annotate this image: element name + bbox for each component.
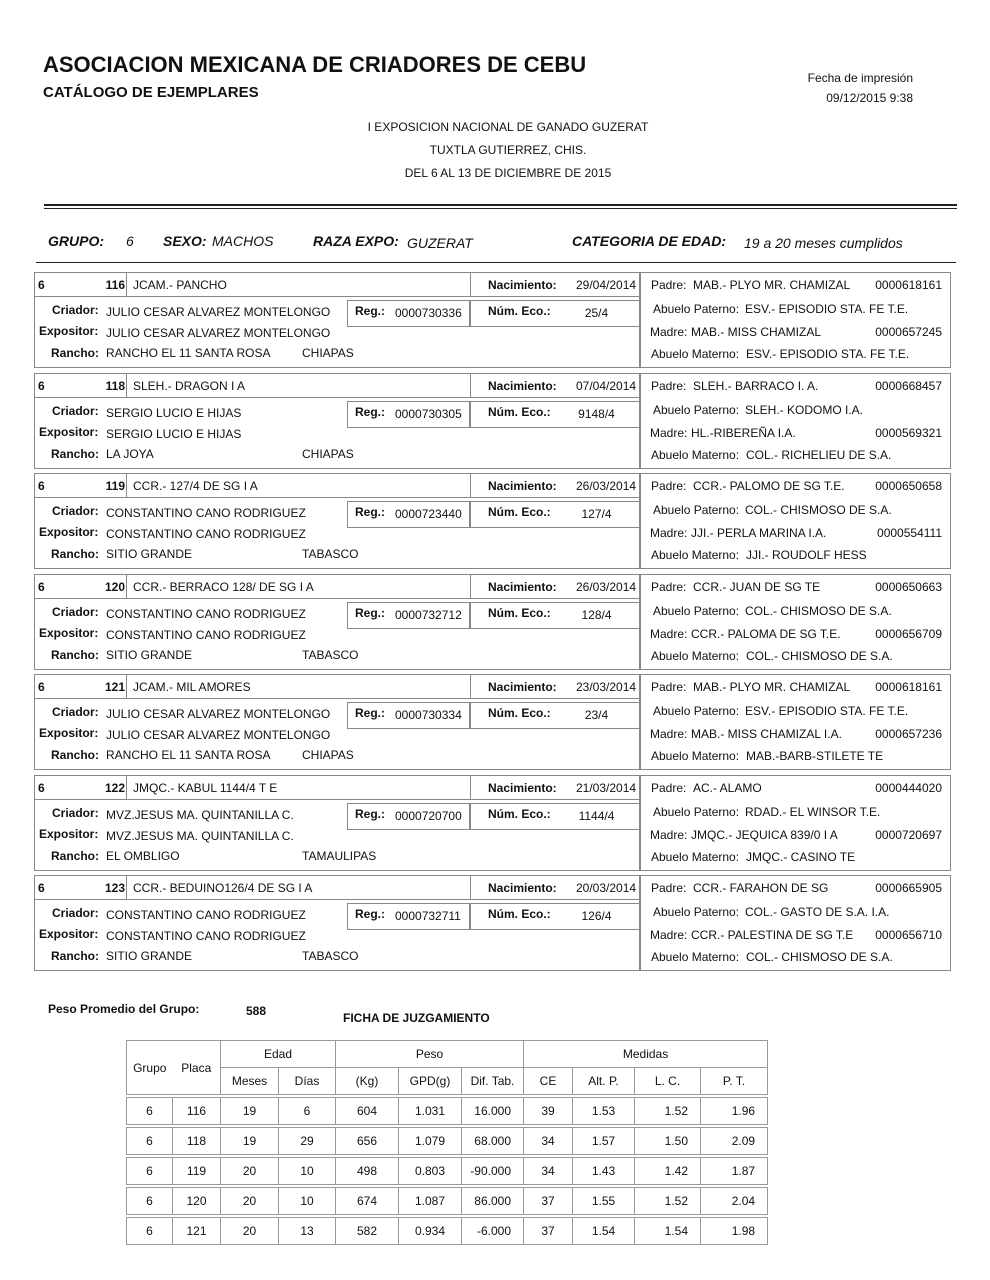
animal-entry [34, 775, 951, 871]
reg-number: 0000730334 [395, 708, 462, 722]
eco-number: 9148/4 [578, 407, 615, 421]
reg-number: 0000730305 [395, 407, 462, 421]
row-months-cell: 20 [221, 1158, 279, 1185]
animal-entry [34, 373, 951, 469]
sire-name: CCR.- JUAN DE SG TE [693, 580, 821, 594]
sire-reg: 0000618161 [875, 278, 942, 292]
reg-number: 0000732712 [395, 608, 462, 622]
birth-date: 07/04/2014 [576, 379, 637, 393]
maternal-grandsire-name: COL.- CHISMOSO DE S.A. [746, 649, 893, 663]
col-ce-header: CE [524, 1068, 573, 1095]
animal-entry [34, 674, 951, 770]
maternal-grandsire-name: MAB.-BARB-STILETE TE [746, 749, 884, 763]
ranch-state: TABASCO [302, 949, 359, 963]
avg-weight-label: Peso Promedio del Grupo: [48, 1002, 200, 1016]
col-age-header: Edad [221, 1041, 336, 1068]
ranch-state: CHIAPAS [302, 447, 354, 461]
birth-date: 29/04/2014 [576, 278, 637, 292]
sire-name: MAB.- PLYO MR. CHAMIZAL [693, 680, 851, 694]
eco-label: Núm. Eco.: [488, 907, 551, 921]
row-pt-cell: 1.98 [701, 1218, 768, 1245]
paternal-grandsire-label: Abuelo Paterno: [653, 905, 740, 919]
row-months-cell: 19 [221, 1098, 279, 1125]
ranch-name: RANCHO EL 11 SANTA ROSA [106, 748, 271, 762]
exhibitor-name: CONSTANTINO CANO RODRIGUEZ [106, 628, 306, 642]
col-days-header: Días [279, 1068, 336, 1095]
sire-name: MAB.- PLYO MR. CHAMIZAL [693, 278, 851, 292]
row-pt-cell: 1.96 [701, 1098, 768, 1125]
animal-plate: 118 [105, 379, 125, 393]
row-ce-cell: 37 [524, 1188, 573, 1215]
row-dif-cell: 16.000 [462, 1098, 524, 1125]
exhibitor-label: Expositor: [39, 324, 99, 338]
animal-plate: 119 [105, 479, 125, 493]
eco-number: 23/4 [584, 708, 609, 722]
breeder-name: CONSTANTINO CANO RODRIGUEZ [106, 607, 306, 621]
ranch-label: Rancho: [51, 748, 99, 762]
breeder-label: Criador: [52, 806, 99, 820]
ranch-state: CHIAPAS [302, 748, 354, 762]
row-ce-cell: 34 [524, 1128, 573, 1155]
sire-label: Padre: [651, 379, 687, 393]
row-ce-cell: 34 [524, 1158, 573, 1185]
ranch-state: TABASCO [302, 648, 359, 662]
row-plate-cell: 120 [173, 1188, 221, 1215]
birth-label: Nacimiento: [488, 781, 557, 795]
col-measures-header: Medidas [524, 1041, 768, 1068]
row-dif-cell: 68.000 [462, 1128, 524, 1155]
row-plate-cell: 119 [173, 1158, 221, 1185]
birth-label: Nacimiento: [488, 881, 557, 895]
dam-label: Madre: [650, 426, 688, 440]
breeder-label: Criador: [52, 404, 99, 418]
paternal-grandsire-label: Abuelo Paterno: [653, 604, 740, 618]
sire-reg: 0000665905 [875, 881, 942, 895]
col-gpd-header: GPD(g) [399, 1068, 462, 1095]
row-lc-cell: 1.52 [635, 1098, 701, 1125]
sire-name: CCR.- PALOMO DE SG T.E. [693, 479, 845, 493]
event-name: I EXPOSICION NACIONAL DE GANADO GUZERAT [367, 120, 649, 134]
row-plate-cell: 118 [173, 1128, 221, 1155]
row-weight-cell: 656 [336, 1128, 399, 1155]
col-pt-header: P. T. [701, 1068, 768, 1095]
paternal-grandsire-name: ESV.- EPISODIO STA. FE T.E. [745, 302, 909, 316]
dam-reg: 0000720697 [875, 828, 942, 842]
row-lc-cell: 1.50 [635, 1128, 701, 1155]
paternal-grandsire-label: Abuelo Paterno: [653, 403, 740, 417]
dam-label: Madre: [650, 928, 688, 942]
sire-label: Padre: [651, 781, 687, 795]
birth-label: Nacimiento: [488, 278, 557, 292]
animal-group: 6 [38, 379, 45, 393]
eco-number: 127/4 [581, 507, 612, 521]
col-dif-header: Dif. Tab. [462, 1068, 524, 1095]
judging-sheet-title: FICHA DE JUZGAMIENTO [343, 1011, 490, 1025]
avg-weight-value: 588 [246, 1004, 267, 1018]
maternal-grandsire-label: Abuelo Materno: [651, 347, 740, 361]
breed-label: RAZA EXPO: [313, 233, 399, 249]
breeder-label: Criador: [52, 906, 99, 920]
dam-reg: 0000554111 [877, 526, 942, 540]
row-dif-cell: -6.000 [462, 1218, 524, 1245]
maternal-grandsire-name: COL.- RICHELIEU DE S.A. [746, 448, 892, 462]
animal-entry [34, 574, 951, 670]
animal-entry [34, 875, 951, 971]
maternal-grandsire-label: Abuelo Materno: [651, 850, 740, 864]
ranch-state: CHIAPAS [302, 346, 354, 360]
breeder-name: CONSTANTINO CANO RODRIGUEZ [106, 506, 306, 520]
row-gpd-cell: 1.079 [399, 1128, 462, 1155]
birth-date: 26/03/2014 [576, 479, 637, 493]
row-gpd-cell: 0.803 [399, 1158, 462, 1185]
ranch-name: SITIO GRANDE [106, 648, 193, 662]
paternal-grandsire-label: Abuelo Paterno: [653, 503, 740, 517]
exhibitor-label: Expositor: [39, 726, 99, 740]
ranch-label: Rancho: [51, 849, 99, 863]
animal-name: JMQC.- KABUL 1144/4 T E [133, 781, 278, 795]
breeder-name: JULIO CESAR ALVAREZ MONTELONGO [106, 707, 331, 721]
row-weight-cell: 582 [336, 1218, 399, 1245]
dam-name: MAB.- MISS CHAMIZAL I.A. [691, 727, 842, 741]
ranch-name: LA JOYA [106, 447, 154, 461]
eco-label: Núm. Eco.: [488, 706, 551, 720]
animal-group: 6 [38, 580, 45, 594]
breeder-label: Criador: [52, 605, 99, 619]
paternal-grandsire-name: COL.- GASTO DE S.A. I.A. [745, 905, 890, 919]
eco-label: Núm. Eco.: [488, 405, 551, 419]
reg-label: Reg.: [355, 606, 385, 620]
maternal-grandsire-label: Abuelo Materno: [651, 749, 740, 763]
animal-entry [34, 272, 951, 368]
row-weight-cell: 604 [336, 1098, 399, 1125]
sex-label: SEXO: [163, 233, 207, 249]
dam-name: CCR.- PALESTINA DE SG T.E [691, 928, 854, 942]
sex-value: MACHOS [212, 233, 274, 249]
row-weight-cell: 498 [336, 1158, 399, 1185]
dam-name: JMQC.- JEQUICA 839/0 I A [691, 828, 838, 842]
row-lc-cell: 1.42 [635, 1158, 701, 1185]
birth-label: Nacimiento: [488, 580, 557, 594]
table-row [127, 1098, 768, 1125]
dam-label: Madre: [650, 828, 688, 842]
row-altp-cell: 1.57 [573, 1128, 635, 1155]
row-months-cell: 20 [221, 1218, 279, 1245]
judging-table-body [127, 1095, 768, 1245]
exhibitor-label: Expositor: [39, 525, 99, 539]
event-dates: DEL 6 AL 13 DE DICIEMBRE DE 2015 [404, 166, 612, 180]
sire-reg: 0000618161 [875, 680, 942, 694]
group-divider [36, 262, 956, 263]
ranch-label: Rancho: [51, 949, 99, 963]
dam-label: Madre: [650, 325, 688, 339]
maternal-grandsire-label: Abuelo Materno: [651, 649, 740, 663]
sire-name: CCR.- FARAHON DE SG [693, 881, 829, 895]
birth-date: 23/03/2014 [576, 680, 637, 694]
reg-number: 0000723440 [395, 507, 462, 521]
exhibitor-label: Expositor: [39, 425, 99, 439]
exhibitor-label: Expositor: [39, 927, 99, 941]
dam-name: HL.-RIBEREÑA I.A. [691, 426, 796, 440]
sire-name: AC.- ALAMO [693, 781, 762, 795]
table-row [127, 1128, 768, 1155]
ranch-label: Rancho: [51, 648, 99, 662]
sire-label: Padre: [651, 881, 687, 895]
sire-label: Padre: [651, 680, 687, 694]
dam-reg: 0000656710 [875, 928, 942, 942]
col-altp-header: Alt. P. [573, 1068, 635, 1095]
row-pt-cell: 1.87 [701, 1158, 768, 1185]
sire-name: SLEH.- BARRACO I. A. [693, 379, 819, 393]
breeder-name: CONSTANTINO CANO RODRIGUEZ [106, 908, 306, 922]
exhibitor-name: SERGIO LUCIO E HIJAS [106, 427, 242, 441]
group-label: GRUPO: [48, 233, 104, 249]
breeder-label: Criador: [52, 705, 99, 719]
row-days-cell: 10 [279, 1188, 336, 1215]
birth-label: Nacimiento: [488, 680, 557, 694]
catalog-subtitle: CATÁLOGO DE EJEMPLARES [43, 84, 259, 101]
row-group-cell: 6 [127, 1218, 173, 1245]
row-dif-cell: 86.000 [462, 1188, 524, 1215]
animal-name: JCAM.- MIL AMORES [133, 680, 251, 694]
sire-label: Padre: [651, 580, 687, 594]
dam-label: Madre: [650, 627, 688, 641]
paternal-grandsire-name: ESV.- EPISODIO STA. FE T.E. [745, 704, 909, 718]
exhibitor-label: Expositor: [39, 626, 99, 640]
eco-number: 25/4 [584, 306, 609, 320]
row-months-cell: 20 [221, 1188, 279, 1215]
organization-title: ASOCIACION MEXICANA DE CRIADORES DE CEBU [43, 52, 587, 77]
age-category-label: CATEGORIA DE EDAD: [572, 233, 726, 249]
ranch-name: SITIO GRANDE [106, 949, 193, 963]
birth-label: Nacimiento: [488, 479, 557, 493]
header-divider [44, 204, 957, 209]
reg-label: Reg.: [355, 405, 385, 419]
exhibitor-name: JULIO CESAR ALVAREZ MONTELONGO [106, 728, 331, 742]
birth-date: 26/03/2014 [576, 580, 637, 594]
sire-label: Padre: [651, 479, 687, 493]
row-altp-cell: 1.53 [573, 1098, 635, 1125]
paternal-grandsire-name: RDAD.- EL WINSOR T.E. [745, 805, 881, 819]
paternal-grandsire-name: SLEH.- KODOMO I.A. [745, 403, 864, 417]
dam-name: JJI.- PERLA MARINA I.A. [691, 526, 827, 540]
animal-group: 6 [38, 781, 45, 795]
animal-plate: 121 [104, 680, 125, 694]
row-dif-cell: -90.000 [462, 1158, 524, 1185]
animal-name: CCR.- BERRACO 128/ DE SG I A [133, 580, 314, 594]
animal-plate: 116 [105, 278, 125, 292]
table-row [127, 1188, 768, 1215]
animal-name: CCR.- 127/4 DE SG I A [133, 479, 258, 493]
judging-table [126, 1040, 768, 1245]
row-group-cell: 6 [127, 1098, 173, 1125]
eco-label: Núm. Eco.: [488, 505, 551, 519]
row-gpd-cell: 0.934 [399, 1218, 462, 1245]
maternal-grandsire-label: Abuelo Materno: [651, 950, 740, 964]
breeder-name: MVZ.JESUS MA. QUINTANILLA C. [106, 808, 294, 822]
print-date: 09/12/2015 9:38 [826, 91, 913, 105]
row-pt-cell: 2.09 [701, 1128, 768, 1155]
ranch-label: Rancho: [51, 346, 99, 360]
row-months-cell: 19 [221, 1128, 279, 1155]
reg-number: 0000732711 [395, 909, 461, 923]
col-weight-header: Peso [336, 1041, 524, 1068]
row-altp-cell: 1.55 [573, 1188, 635, 1215]
print-date-label: Fecha de impresión [807, 71, 913, 85]
animal-plate: 123 [104, 881, 125, 895]
maternal-grandsire-name: JJI.- ROUDOLF HESS [746, 548, 867, 562]
paternal-grandsire-label: Abuelo Paterno: [653, 805, 740, 819]
sire-reg: 0000650663 [875, 580, 942, 594]
table-row [127, 1218, 768, 1245]
reg-label: Reg.: [355, 907, 385, 921]
maternal-grandsire-label: Abuelo Materno: [651, 448, 740, 462]
reg-label: Reg.: [355, 505, 385, 519]
animal-group: 6 [38, 881, 45, 895]
reg-number: 0000730336 [395, 306, 462, 320]
row-lc-cell: 1.54 [635, 1218, 701, 1245]
birth-label: Nacimiento: [488, 379, 557, 393]
maternal-grandsire-name: ESV.- EPISODIO STA. FE T.E. [746, 347, 910, 361]
group-value: 6 [126, 233, 134, 249]
animal-name: SLEH.- DRAGON I A [133, 379, 246, 393]
reg-label: Reg.: [355, 807, 385, 821]
dam-reg: 0000657236 [875, 727, 942, 741]
ranch-label: Rancho: [51, 547, 99, 561]
row-group-cell: 6 [127, 1158, 173, 1185]
breeder-label: Criador: [52, 504, 99, 518]
dam-reg: 0000657245 [875, 325, 942, 339]
age-category-value: 19 a 20 meses cumplidos [744, 235, 903, 251]
dam-label: Madre: [650, 727, 688, 741]
paternal-grandsire-name: COL.- CHISMOSO DE S.A. [745, 604, 892, 618]
col-kg-header: (Kg) [336, 1068, 399, 1095]
exhibitor-name: MVZ.JESUS MA. QUINTANILLA C. [106, 829, 294, 843]
exhibitor-name: CONSTANTINO CANO RODRIGUEZ [106, 929, 306, 943]
ranch-name: EL OMBLIGO [106, 849, 180, 863]
birth-date: 21/03/2014 [576, 781, 637, 795]
row-group-cell: 6 [127, 1188, 173, 1215]
animal-name: JCAM.- PANCHO [133, 278, 227, 292]
col-group-header: Grupo [127, 1041, 173, 1095]
sire-reg: 0000668457 [875, 379, 942, 393]
eco-label: Núm. Eco.: [488, 606, 551, 620]
row-gpd-cell: 1.087 [399, 1188, 462, 1215]
row-pt-cell: 2.04 [701, 1188, 768, 1215]
breeder-label: Criador: [52, 303, 99, 317]
dam-label: Madre: [650, 526, 688, 540]
col-plate-header: Placa [173, 1041, 221, 1095]
reg-label: Reg.: [355, 304, 385, 318]
table-row [127, 1158, 768, 1185]
animal-plate: 122 [104, 781, 125, 795]
paternal-grandsire-label: Abuelo Paterno: [653, 704, 740, 718]
row-days-cell: 6 [279, 1098, 336, 1125]
event-location: TUXTLA GUTIERREZ, CHIS. [429, 143, 587, 157]
row-ce-cell: 39 [524, 1098, 573, 1125]
col-lc-header: L. C. [635, 1068, 701, 1095]
breeder-name: SERGIO LUCIO E HIJAS [106, 406, 242, 420]
dam-name: CCR.- PALOMA DE SG T.E. [691, 627, 841, 641]
row-days-cell: 29 [279, 1128, 336, 1155]
birth-date: 20/03/2014 [576, 881, 637, 895]
animal-entry [34, 473, 951, 569]
paternal-grandsire-name: COL.- CHISMOSO DE S.A. [745, 503, 892, 517]
row-days-cell: 13 [279, 1218, 336, 1245]
animal-group: 6 [38, 680, 45, 694]
row-gpd-cell: 1.031 [399, 1098, 462, 1125]
reg-label: Reg.: [355, 706, 385, 720]
maternal-grandsire-label: Abuelo Materno: [651, 548, 740, 562]
exhibitor-name: JULIO CESAR ALVAREZ MONTELONGO [106, 326, 331, 340]
exhibitor-name: CONSTANTINO CANO RODRIGUEZ [106, 527, 306, 541]
sire-reg: 0000444020 [875, 781, 942, 795]
animal-group: 6 [38, 278, 45, 292]
eco-number: 1144/4 [578, 809, 615, 823]
ranch-state: TAMAULIPAS [302, 849, 377, 863]
ranch-name: SITIO GRANDE [106, 547, 193, 561]
sire-label: Padre: [651, 278, 687, 292]
eco-number: 128/4 [581, 608, 612, 622]
breed-value: GUZERAT [407, 235, 473, 251]
row-days-cell: 10 [279, 1158, 336, 1185]
breeder-name: JULIO CESAR ALVAREZ MONTELONGO [106, 305, 331, 319]
row-weight-cell: 674 [336, 1188, 399, 1215]
row-plate-cell: 116 [173, 1098, 221, 1125]
row-group-cell: 6 [127, 1128, 173, 1155]
row-plate-cell: 121 [173, 1218, 221, 1245]
maternal-grandsire-name: JMQC.- CASINO TE [746, 850, 856, 864]
reg-number: 0000720700 [395, 809, 462, 823]
ranch-state: TABASCO [302, 547, 359, 561]
animal-plate: 120 [104, 580, 125, 594]
dam-reg: 0000569321 [875, 426, 942, 440]
col-months-header: Meses [221, 1068, 279, 1095]
ranch-label: Rancho: [51, 447, 99, 461]
animal-name: CCR.- BEDUINO126/4 DE SG I A [133, 881, 313, 895]
ranch-name: RANCHO EL 11 SANTA ROSA [106, 346, 271, 360]
row-ce-cell: 37 [524, 1218, 573, 1245]
row-lc-cell: 1.52 [635, 1188, 701, 1215]
eco-label: Núm. Eco.: [488, 304, 551, 318]
row-altp-cell: 1.54 [573, 1218, 635, 1245]
eco-label: Núm. Eco.: [488, 807, 551, 821]
exhibitor-label: Expositor: [39, 827, 99, 841]
sire-reg: 0000650658 [875, 479, 942, 493]
eco-number: 126/4 [581, 909, 612, 923]
animal-group: 6 [38, 479, 45, 493]
maternal-grandsire-name: COL.- CHISMOSO DE S.A. [746, 950, 893, 964]
dam-name: MAB.- MISS CHAMIZAL [691, 325, 822, 339]
paternal-grandsire-label: Abuelo Paterno: [653, 302, 740, 316]
row-altp-cell: 1.43 [573, 1158, 635, 1185]
dam-reg: 0000656709 [875, 627, 942, 641]
